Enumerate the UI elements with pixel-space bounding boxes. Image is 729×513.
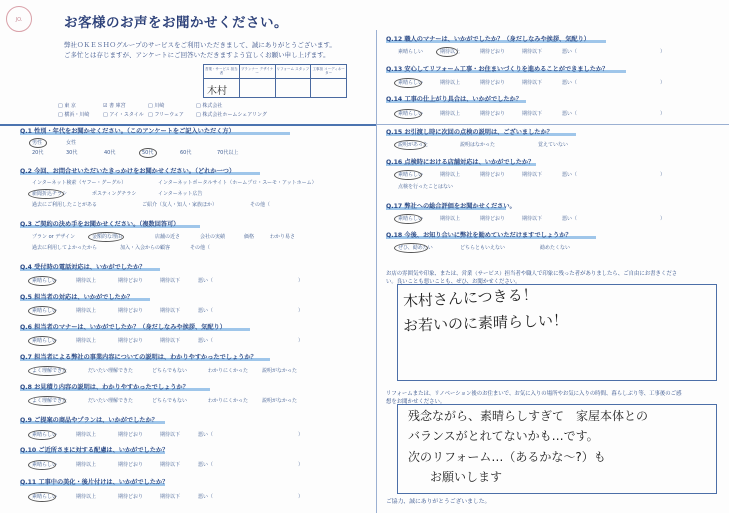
- option[interactable]: 期待以下: [160, 462, 181, 468]
- question-label: Q.7 担当者による弊社の事業内容についての説明は、わかりやすかったでしょうか？: [20, 354, 257, 361]
- selection-circle: [28, 189, 64, 199]
- option[interactable]: 素晴らしい: [32, 308, 58, 314]
- option[interactable]: 男性: [32, 140, 43, 146]
- staff-table: [203, 64, 347, 98]
- option[interactable]: 価格: [244, 234, 255, 240]
- option[interactable]: 期待以上: [76, 494, 97, 500]
- comment-prompt-1: お店の雰囲気や印象、または、営業（サービス）担当者や職人で印象に残った者がありましたら、ご自由にお書きください。良いことも悪いことも、ぜひ、お聞かせください。: [386, 271, 678, 285]
- option[interactable]: 期待以下: [522, 80, 543, 86]
- option[interactable]: 期待以下: [160, 432, 181, 438]
- option[interactable]: 期待以上: [440, 80, 461, 86]
- question-label: Q.2 今回、お問合せいただいたきっかけをお聞かせください。（どれか一つ）: [20, 168, 236, 175]
- option[interactable]: 素晴らしい: [398, 80, 424, 86]
- option[interactable]: 30代: [66, 150, 78, 156]
- option[interactable]: 期待以上: [440, 172, 461, 178]
- option[interactable]: 期待以下: [522, 49, 543, 55]
- selection-circle: [28, 430, 56, 440]
- option[interactable]: 期待以下: [160, 338, 181, 344]
- category-checkbox[interactable]: □ 株式会社: [196, 103, 223, 109]
- option[interactable]: 期待どおり: [480, 111, 506, 117]
- selection-circle: [28, 492, 56, 502]
- option[interactable]: 過去にご利用したことがある: [32, 202, 98, 208]
- option[interactable]: 素晴らしい: [398, 49, 424, 55]
- option[interactable]: 期待以上: [76, 308, 97, 314]
- option[interactable]: 期待以上: [440, 216, 461, 222]
- option[interactable]: 悪い（: [198, 432, 214, 438]
- selection-circle: [394, 214, 422, 224]
- option[interactable]: 期待どおり: [480, 49, 506, 55]
- option[interactable]: 期待どおり: [118, 308, 144, 314]
- option[interactable]: 点検を行ったことはない: [398, 184, 454, 190]
- option[interactable]: 期待どおり: [118, 338, 144, 344]
- paren-close: ）: [660, 172, 666, 178]
- paren-close: ）: [298, 432, 304, 438]
- option[interactable]: 悪い（: [562, 216, 578, 222]
- option[interactable]: わかりにくかった: [208, 398, 249, 404]
- option[interactable]: 期待どおり: [480, 172, 506, 178]
- option[interactable]: わかり易さ: [270, 234, 296, 240]
- option[interactable]: 金額的な理由: [92, 234, 123, 240]
- selection-circle: [394, 243, 428, 253]
- option[interactable]: 期待以下: [160, 494, 181, 500]
- option[interactable]: プラン or デザイン: [32, 234, 75, 240]
- category-checkbox[interactable]: □ 株式会社ホームシェアリング: [196, 112, 267, 118]
- selection-circle: [28, 366, 66, 376]
- category-checkbox[interactable]: ☑ 書 庫宮: [103, 103, 126, 109]
- option[interactable]: 悪い（: [198, 494, 214, 500]
- paren-close: ）: [298, 278, 304, 284]
- option[interactable]: 素晴らしい: [32, 494, 58, 500]
- option[interactable]: 期待どおり: [480, 80, 506, 86]
- option[interactable]: 新聞折込チラシ: [32, 191, 68, 197]
- paren-close: ）: [660, 49, 666, 55]
- question-label: Q.14 工事の仕上がり具合は、いかがでしたか？: [386, 96, 522, 103]
- option[interactable]: 期待以下: [160, 308, 181, 314]
- selection-circle: [394, 140, 426, 150]
- selection-circle: [394, 170, 422, 180]
- option[interactable]: 期待どおり: [118, 462, 144, 468]
- option[interactable]: 説明がなかった: [262, 398, 298, 404]
- option[interactable]: 期待以上: [76, 338, 97, 344]
- option[interactable]: 説明はなかった: [460, 142, 496, 148]
- paren-close: ）: [298, 462, 304, 468]
- category-checkbox[interactable]: □ 東 京: [58, 103, 76, 109]
- option[interactable]: 素晴らしい: [398, 111, 424, 117]
- option[interactable]: ぜひ、勧めたい: [398, 245, 433, 251]
- category-checkbox[interactable]: □ 川崎: [148, 103, 165, 109]
- option[interactable]: 会社の実績: [200, 234, 226, 240]
- option[interactable]: 覚えていない: [538, 142, 569, 148]
- option[interactable]: 期待どおり: [118, 494, 144, 500]
- option[interactable]: 悪い（: [198, 338, 214, 344]
- staff-header-reform: リフォーム スタッフ: [276, 65, 311, 79]
- option[interactable]: 期待以下: [522, 111, 543, 117]
- option[interactable]: 期待どおり: [118, 432, 144, 438]
- option[interactable]: どちらでもない: [152, 368, 187, 374]
- handwritten-comment-line: お若いのに素晴らしい！: [402, 311, 569, 335]
- category-checkbox[interactable]: □ フリーウェア: [148, 112, 184, 118]
- option[interactable]: 40代: [104, 150, 116, 156]
- option[interactable]: 期待以下: [522, 216, 543, 222]
- option[interactable]: 期待以上: [76, 432, 97, 438]
- option[interactable]: 加入・入会からの顧客: [120, 245, 171, 251]
- option[interactable]: インターネット検索（ヤフー・グーグル）: [32, 180, 127, 186]
- option[interactable]: 素晴らしい: [32, 278, 58, 284]
- option[interactable]: インターネットポータルサイト（ホームプロ・スーモ・アットホーム）: [158, 180, 317, 186]
- staff-header-coordinator: 工事担 コーディネーター: [311, 65, 346, 79]
- question-label: Q.1 性別・年代をお聞かせください。（このアンケートをご記入いただく方）: [20, 128, 235, 135]
- paren-close: ）: [298, 308, 304, 314]
- selection-circle: [28, 276, 56, 286]
- option[interactable]: 期待どおり: [480, 216, 506, 222]
- selection-circle: [436, 47, 461, 57]
- option[interactable]: 素晴らしい: [32, 432, 58, 438]
- selection-circle: [28, 460, 56, 470]
- question-label: Q.12 職人のマナーは、いかがでしたか？（身だしなみや挨拶、気配り）: [386, 36, 590, 43]
- intro-line-1: 弊社ＯＫＥＳＨＯグループのサービスをご利用いただきまして、誠にありがとうございます。: [64, 41, 336, 49]
- option[interactable]: わかりにくかった: [208, 368, 249, 374]
- question-label: Q.4 受付時の電話対応は、いかがでしたか？: [20, 264, 146, 271]
- header-divider: [0, 124, 376, 126]
- paren-close: ）: [298, 494, 304, 500]
- option[interactable]: 期待以下: [160, 278, 181, 284]
- option[interactable]: 悪い（: [198, 308, 214, 314]
- option[interactable]: 60代: [180, 150, 192, 156]
- staff-header-sales: 営業・サービス 担当者: [204, 65, 239, 79]
- selection-circle: [88, 232, 124, 242]
- stamp-seal: JO.: [6, 6, 32, 32]
- question-label: Q.17 弊社への総合評価をお聞かせください。: [386, 203, 516, 210]
- staff-signature: 木村: [207, 86, 227, 97]
- question-label: Q.8 お見積り内容の説明は、わかりやすかったでしょうか？: [20, 384, 189, 391]
- option[interactable]: 素晴らしい: [32, 338, 58, 344]
- option[interactable]: 悪い（: [562, 80, 578, 86]
- question-label: Q.18 今後、お知り合いに弊社を勧めていただけますでしょうか？: [386, 232, 572, 239]
- question-label: Q.10 ご近所さまに対する配慮は、いかがでしたか？: [20, 447, 169, 454]
- category-checkbox[interactable]: □ 横浜・川崎: [58, 112, 90, 118]
- question-label: Q.3 ご契約の決め手をお聞かせください。（複数回答可）: [20, 221, 180, 228]
- option[interactable]: その他（: [250, 202, 271, 208]
- option[interactable]: 50代: [142, 150, 154, 156]
- category-checkbox[interactable]: □ アイ・スタイル: [103, 112, 144, 118]
- question-label: Q.9 ご提案の商品やプランは、いかがでしたか？: [20, 417, 158, 424]
- comment-prompt-2: リフォームまたは、リノベーション後のお住まいで、お気に入りの場所やお気に入りの時間、暮らしぶり等、工事後のご感想をお聞かせください。: [386, 391, 682, 405]
- selection-circle: [139, 148, 157, 158]
- option[interactable]: よく理解できた: [32, 398, 68, 404]
- option[interactable]: だいたい理解できた: [88, 398, 134, 404]
- option[interactable]: その他（: [190, 245, 211, 251]
- option[interactable]: 期待以上: [440, 49, 461, 55]
- option[interactable]: 70代以上: [217, 150, 239, 156]
- paren-close: ）: [660, 80, 666, 86]
- footer-thanks: ご協力、誠にありがとうございました。: [386, 499, 491, 505]
- option[interactable]: 悪い（: [562, 172, 578, 178]
- option[interactable]: 悪い（: [198, 278, 214, 284]
- option[interactable]: 20代: [32, 150, 44, 156]
- option[interactable]: 過去に利用してよかったから: [32, 245, 98, 251]
- option[interactable]: 店舗の近さ: [155, 234, 181, 240]
- option[interactable]: 期待以上: [76, 278, 97, 284]
- option[interactable]: 素晴らしい: [398, 172, 424, 178]
- selection-circle: [394, 78, 422, 88]
- handwritten-comment-line: 次のリフォーム…（あるかな～?）も: [408, 450, 606, 464]
- option[interactable]: 期待どおり: [118, 278, 144, 284]
- question-label: Q.15 お引渡し時に次回の点検の説明は、ございましたか？: [386, 129, 553, 136]
- option[interactable]: 女性: [66, 140, 77, 146]
- selection-circle: [28, 396, 66, 406]
- option[interactable]: 素晴らしい: [32, 462, 58, 468]
- paren-close: ）: [298, 338, 304, 344]
- paren-close: ）: [660, 216, 666, 222]
- question-label: Q.11 工事中の美化・後片付けは、いかがでしたか？: [20, 479, 169, 486]
- option[interactable]: 素晴らしい: [398, 216, 424, 222]
- intro-line-2: ご多忙とは存じますが、アンケートにご回答いただきますよう宜しくお願い申し上げます。: [64, 51, 330, 59]
- question-label: Q.13 安心してリフォーム工事・お住まいづくりを進めることができましたか？: [386, 66, 609, 73]
- option[interactable]: 期待以上: [76, 462, 97, 468]
- header-divider-right: [376, 124, 729, 125]
- selection-circle: [28, 336, 56, 346]
- selection-circle: [29, 138, 47, 148]
- option[interactable]: どちらともいえない: [460, 245, 506, 251]
- option[interactable]: 悪い（: [198, 462, 214, 468]
- question-label: Q.6 担当者のマナーは、いかがでしたか？（身だしなみや挨拶、気配り）: [20, 324, 226, 331]
- option[interactable]: 説明がなかった: [262, 368, 298, 374]
- paren-close: ）: [660, 111, 666, 117]
- handwritten-comment-line: 残念ながら、素晴らしすぎて 家屋本体との: [408, 409, 649, 423]
- column-divider: [376, 30, 377, 513]
- selection-circle: [394, 109, 422, 119]
- option[interactable]: インターネット広告: [158, 191, 203, 197]
- question-label: Q.16 点検時における店舗対応は、いかがでしたか？: [386, 159, 535, 166]
- option[interactable]: 勧めたくない: [540, 245, 571, 251]
- handwritten-comment-line: バランスがとれてないかも…です。: [408, 429, 599, 443]
- option[interactable]: 悪い（: [562, 49, 578, 55]
- option[interactable]: 期待以下: [522, 172, 543, 178]
- handwritten-comment-line: お願いします: [430, 470, 503, 484]
- selection-circle: [28, 306, 56, 316]
- option[interactable]: だいたい理解できた: [88, 368, 134, 374]
- option[interactable]: 説明があった: [398, 142, 428, 148]
- page-title: お客様のお声をお聞かせください。: [64, 15, 288, 31]
- question-label: Q.5 担当者の対応は、いかがでしたか？: [20, 294, 134, 301]
- option[interactable]: 悪い（: [562, 111, 578, 117]
- option[interactable]: 期待以上: [440, 111, 461, 117]
- option[interactable]: どちらでもない: [152, 398, 187, 404]
- handwritten-comment-line: 木村さんにつきる！: [402, 285, 539, 311]
- option[interactable]: ポスティングチラシ: [92, 191, 137, 197]
- option[interactable]: よく理解できた: [32, 368, 68, 374]
- staff-header-planner: プランナー デザイナー: [240, 65, 275, 79]
- option[interactable]: ご紹介（友人・知人・家族ほか）: [142, 202, 218, 208]
